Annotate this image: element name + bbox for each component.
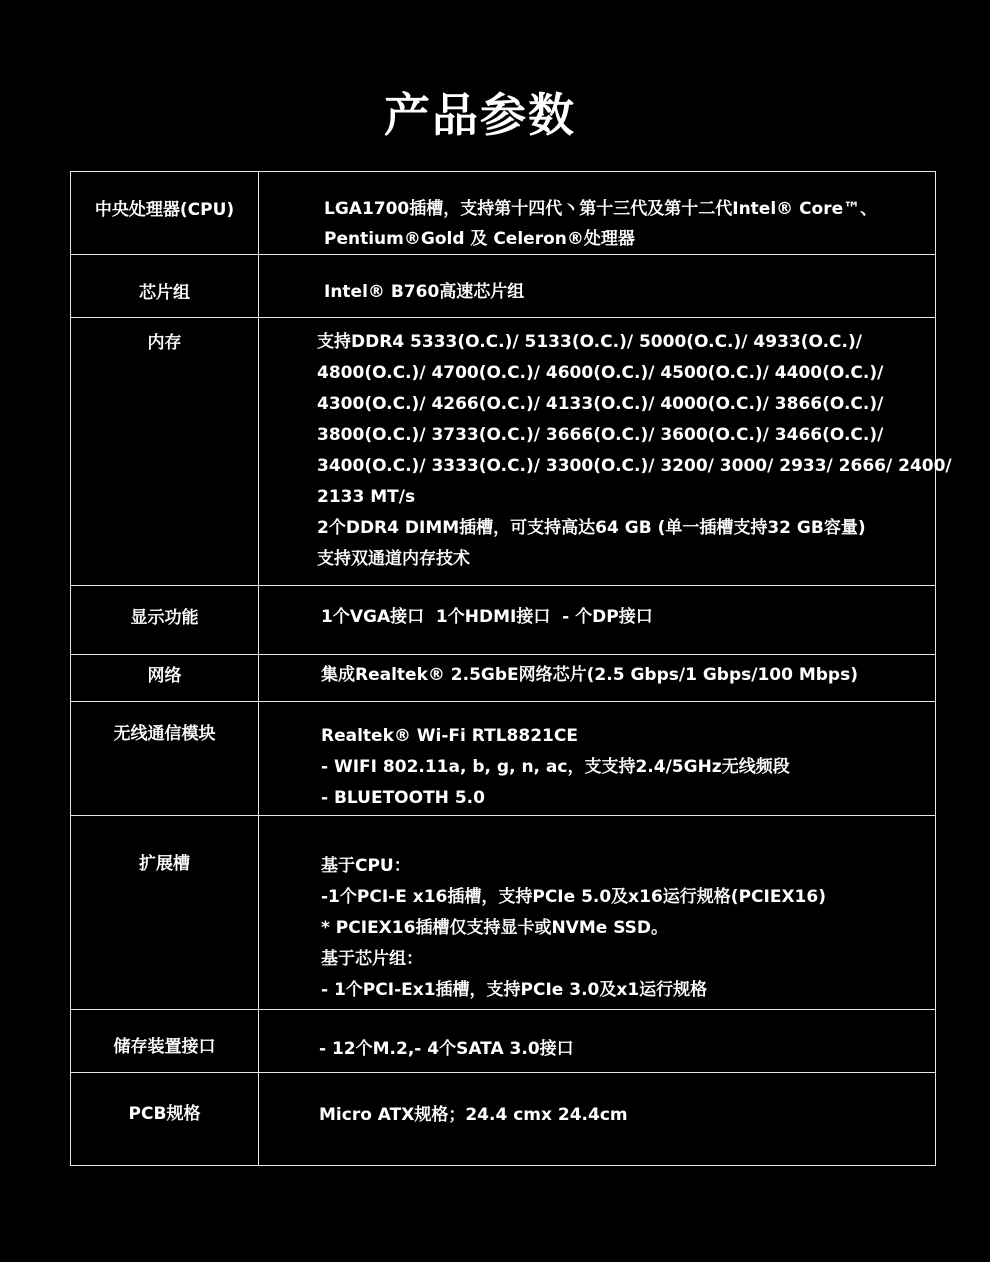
spec-value-line: Realtek® Wi-Fi RTL8821CE bbox=[321, 726, 578, 746]
spec-value-line: * PCIEX16插槽仅支持显卡或NVMe SSD。 bbox=[321, 918, 669, 938]
spec-label-cell bbox=[71, 318, 259, 586]
spec-value-line: -1个PCI-E x16插槽，支持PCIe 5.0及x16运行规格(PCIEX16) bbox=[321, 887, 826, 907]
spec-value-cell bbox=[259, 172, 936, 255]
spec-label: 内存 bbox=[147, 333, 182, 353]
spec-value-cell bbox=[259, 586, 936, 655]
spec-value-cell bbox=[259, 255, 936, 318]
spec-label-cell bbox=[71, 1010, 259, 1073]
spec-row-chipset bbox=[71, 255, 936, 318]
spec-label-cell bbox=[71, 816, 259, 1010]
spec-value-line: 3400(O.C.)/ 3333(O.C.)/ 3300(O.C.)/ 3200/ 3000/ 2933/ 2666/ 2400/ bbox=[317, 456, 952, 476]
spec-label: 储存装置接口 bbox=[113, 1037, 216, 1057]
spec-label: 芯片组 bbox=[139, 283, 190, 303]
spec-value-line: 支持双通道内存技术 bbox=[317, 549, 470, 569]
spec-label-cell bbox=[71, 702, 259, 816]
spec-value-line: 2133 MT/s bbox=[317, 487, 416, 507]
spec-value-cell bbox=[259, 318, 952, 586]
spec-label: 无线通信模块 bbox=[113, 724, 216, 744]
spec-row-memory bbox=[71, 318, 936, 586]
spec-value-line: 1个VGA接口 1个HDMI接口 - 个DP接口 bbox=[321, 607, 653, 627]
spec-value-line: Micro ATX规格；24.4 cmx 24.4cm bbox=[319, 1105, 628, 1125]
spec-value-line: Intel® B760高速芯片组 bbox=[324, 282, 525, 302]
spec-value-line: - BLUETOOTH 5.0 bbox=[321, 788, 485, 808]
spec-value-cell bbox=[259, 1010, 936, 1073]
spec-value-cell bbox=[259, 655, 936, 702]
spec-label-cell bbox=[71, 1073, 259, 1166]
spec-label-cell bbox=[71, 655, 259, 702]
spec-label: PCB规格 bbox=[128, 1104, 201, 1124]
spec-row-storage bbox=[71, 1010, 936, 1073]
spec-label-cell bbox=[71, 172, 259, 255]
spec-label-cell bbox=[71, 255, 259, 318]
spec-value-line: 2个DDR4 DIMM插槽，可支持高达64 GB (单一插槽支持32 GB容量) bbox=[317, 518, 866, 538]
spec-value-cell bbox=[259, 816, 936, 1010]
spec-value-line: 集成Realtek® 2.5GbE网络芯片(2.5 Gbps/1 Gbps/100 Mbps) bbox=[321, 665, 858, 685]
spec-label-cell bbox=[71, 586, 259, 655]
spec-value-line: 支持DDR4 5333(O.C.)/ 5133(O.C.)/ 5000(O.C.)/ 4933(O.C.)/ bbox=[317, 332, 862, 352]
spec-value-cell bbox=[259, 1073, 936, 1166]
spec-value-line: - WIFI 802.11a, b, g, n, ac，支支持2.4/5GHz无线频段 bbox=[321, 757, 790, 777]
spec-label: 网络 bbox=[147, 666, 182, 686]
page-title: 产品参数 bbox=[384, 88, 576, 142]
spec-value-line: 4800(O.C.)/ 4700(O.C.)/ 4600(O.C.)/ 4500(O.C.)/ 4400(O.C.)/ bbox=[317, 363, 884, 383]
spec-value-cell bbox=[259, 702, 936, 816]
spec-value-line: - 12个M.2,- 4个SATA 3.0接口 bbox=[319, 1039, 574, 1059]
spec-value-line: 基于CPU： bbox=[321, 856, 411, 876]
spec-row-cpu bbox=[71, 172, 936, 255]
spec-value-line: Pentium®Gold 及 Celeron®处理器 bbox=[324, 229, 635, 249]
spec-value-line: 基于芯片组： bbox=[321, 949, 423, 969]
spec-label: 扩展槽 bbox=[139, 854, 190, 874]
spec-row-expansion bbox=[71, 816, 936, 1010]
spec-value-line: LGA1700插槽，支持第十四代丶第十三代及第十二代Intel® Core™、 bbox=[324, 199, 878, 219]
spec-label: 中央处理器(CPU) bbox=[94, 200, 235, 220]
spec-row-pcb bbox=[71, 1073, 936, 1166]
spec-value-line: 3800(O.C.)/ 3733(O.C.)/ 3666(O.C.)/ 3600(O.C.)/ 3466(O.C.)/ bbox=[317, 425, 884, 445]
spec-row-wireless bbox=[71, 702, 936, 816]
spec-value-line: - 1个PCI-Ex1插槽，支持PCIe 3.0及x1运行规格 bbox=[321, 980, 708, 1000]
spec-row-display bbox=[71, 586, 936, 655]
spec-row-network bbox=[71, 655, 936, 702]
spec-table bbox=[70, 171, 952, 1166]
spec-value-line: 4300(O.C.)/ 4266(O.C.)/ 4133(O.C.)/ 4000(O.C.)/ 3866(O.C.)/ bbox=[317, 394, 884, 414]
spec-label: 显示功能 bbox=[130, 608, 199, 628]
